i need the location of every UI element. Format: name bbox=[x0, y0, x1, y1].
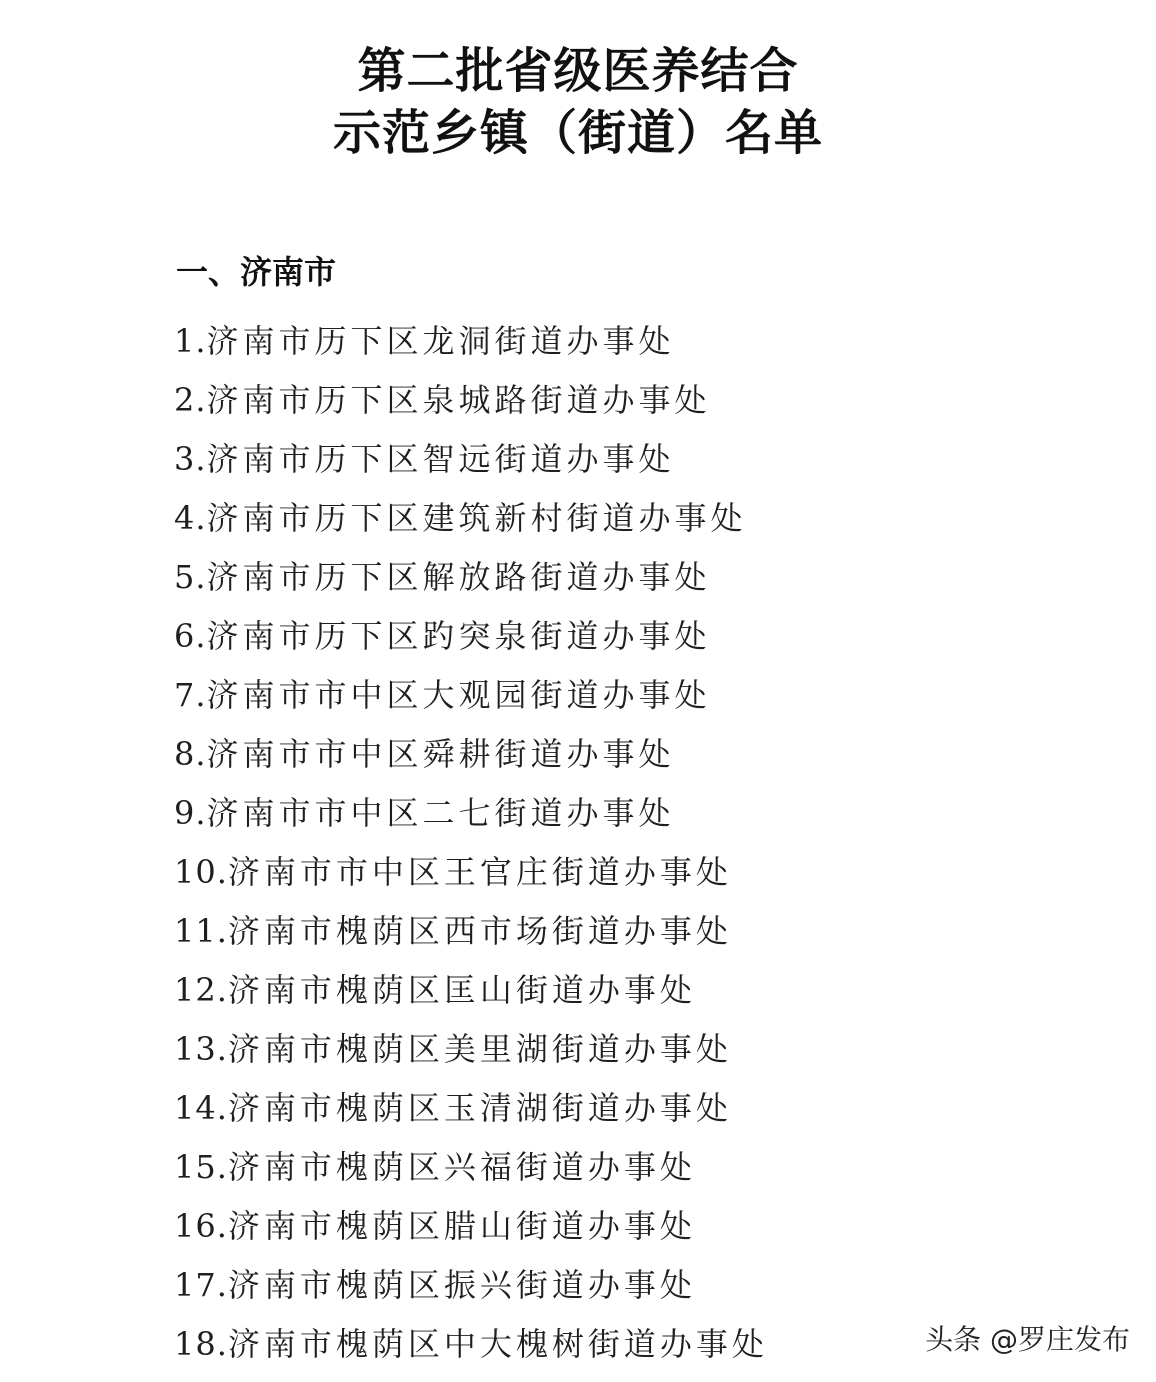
item-text: 济南市槐荫区美里湖街道办事处 bbox=[227, 1030, 732, 1068]
watermark: 头条 @罗庄发布 bbox=[925, 1323, 1130, 1356]
list-item bbox=[174, 371, 768, 430]
item-text: 济南市历下区龙洞街道办事处 bbox=[206, 322, 675, 360]
item-number: 9. bbox=[174, 794, 207, 832]
item-number: 8. bbox=[174, 735, 207, 773]
list-item bbox=[174, 1256, 768, 1315]
item-text: 济南市槐荫区匡山街道办事处 bbox=[227, 971, 696, 1009]
item-number: 10. bbox=[174, 853, 228, 891]
item-text: 济南市槐荫区中大槐树街道办事处 bbox=[227, 1325, 768, 1363]
item-number: 14. bbox=[174, 1089, 228, 1127]
item-text: 济南市市中区王官庄街道办事处 bbox=[227, 853, 732, 891]
item-text: 济南市历下区建筑新村街道办事处 bbox=[206, 499, 747, 537]
list-item bbox=[174, 430, 768, 489]
item-number: 18. bbox=[174, 1325, 228, 1363]
item-text: 济南市槐荫区兴福街道办事处 bbox=[227, 1148, 696, 1186]
list-item bbox=[174, 725, 768, 784]
item-text: 济南市槐荫区玉清湖街道办事处 bbox=[227, 1089, 732, 1127]
title-line-2: 示范乡镇（街道）名单 bbox=[332, 105, 823, 161]
list-item bbox=[174, 784, 768, 843]
item-number: 4. bbox=[174, 499, 207, 537]
item-text: 济南市历下区解放路街道办事处 bbox=[206, 558, 711, 596]
item-number: 3. bbox=[174, 440, 207, 478]
item-text: 济南市历下区泉城路街道办事处 bbox=[206, 381, 711, 419]
item-text: 济南市槐荫区腊山街道办事处 bbox=[227, 1207, 696, 1245]
list-item bbox=[174, 1079, 768, 1138]
institution-list bbox=[174, 312, 768, 1374]
item-number: 15. bbox=[174, 1148, 228, 1186]
list-item bbox=[174, 1315, 768, 1374]
item-text: 济南市槐荫区西市场街道办事处 bbox=[227, 912, 732, 950]
item-text: 济南市槐荫区振兴街道办事处 bbox=[227, 1266, 696, 1304]
item-text: 济南市市中区大观园街道办事处 bbox=[206, 676, 711, 714]
item-number: 16. bbox=[174, 1207, 228, 1245]
list-item bbox=[174, 666, 768, 725]
item-number: 12. bbox=[174, 971, 228, 1009]
item-number: 5. bbox=[174, 558, 207, 596]
item-text: 济南市历下区趵突泉街道办事处 bbox=[206, 617, 711, 655]
item-text: 济南市市中区舜耕街道办事处 bbox=[206, 735, 675, 773]
list-item bbox=[174, 1138, 768, 1197]
list-item bbox=[174, 489, 768, 548]
item-number: 17. bbox=[174, 1266, 228, 1304]
list-item bbox=[174, 1197, 768, 1256]
item-text: 济南市历下区智远街道办事处 bbox=[206, 440, 675, 478]
title-line-1: 第二批省级医养结合 bbox=[357, 43, 799, 99]
item-number: 2. bbox=[174, 381, 207, 419]
item-number: 1. bbox=[174, 322, 207, 360]
list-item bbox=[174, 961, 768, 1020]
item-number: 7. bbox=[174, 676, 207, 714]
list-item bbox=[174, 843, 768, 902]
item-number: 11. bbox=[174, 912, 228, 950]
document-title bbox=[0, 40, 1156, 164]
list-item bbox=[174, 312, 768, 371]
list-item bbox=[174, 548, 768, 607]
item-number: 6. bbox=[174, 617, 207, 655]
list-item bbox=[174, 607, 768, 666]
item-number: 13. bbox=[174, 1030, 228, 1068]
list-item bbox=[174, 1020, 768, 1079]
list-item bbox=[174, 902, 768, 961]
section-heading: 一、济南市 bbox=[176, 253, 337, 291]
item-text: 济南市市中区二七街道办事处 bbox=[206, 794, 675, 832]
